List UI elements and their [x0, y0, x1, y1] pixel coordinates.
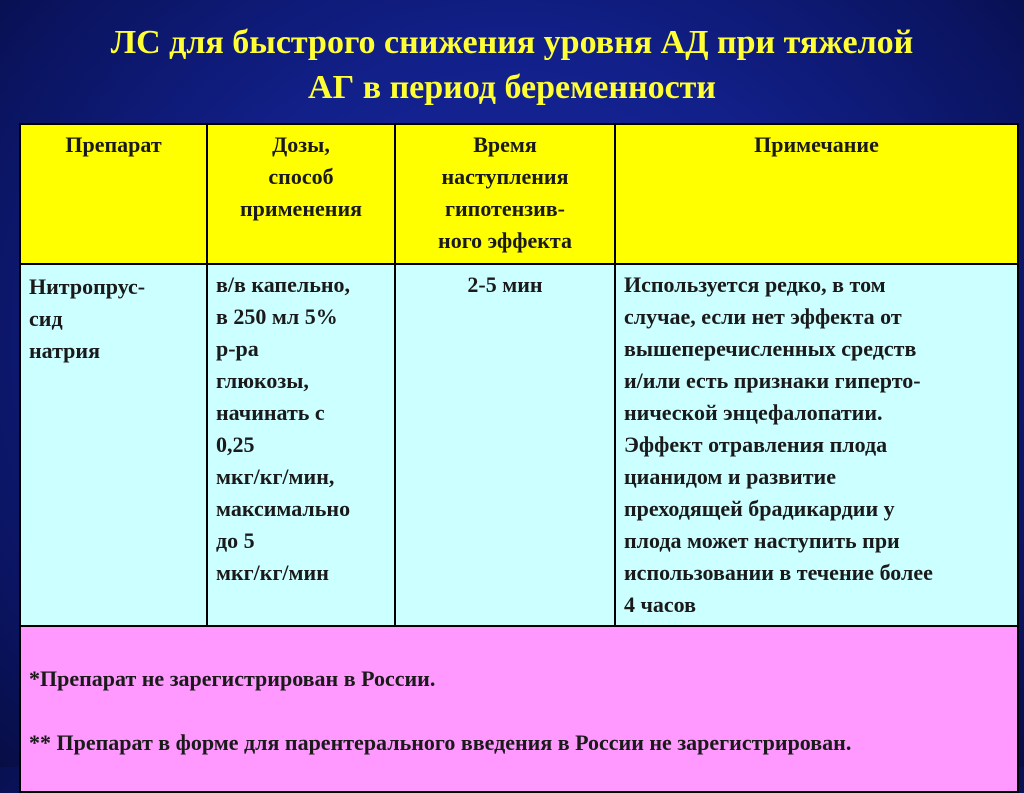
footnote-1: *Препарат не зарегистрирован в России.	[29, 666, 436, 691]
cell-dose: в/в капельно, в 250 мл 5% р-ра глюкозы, начинать с 0,25 мкг/кг/мин, максимально до 5 мкг/кг/мин	[207, 264, 395, 626]
cell-note: Используется редко, в том случае, если нет эффекта от вышеперечисленных средств и/или есть признаки гиперто- нической энцефалопатии. Эффект отравления плода цианидом и развитие преходящей брадикардии у плода может наступить при использовании в течение более 4 часов	[615, 264, 1018, 626]
footnote-2: ** Препарат в форме для парентерального введения в России не зарегистрирован.	[29, 730, 852, 755]
slide-title: ЛС для быстрого снижения уровня АД при тяжелой АГ в период беременности	[110, 24, 914, 106]
header-onset: Время наступления гипотензив- ного эффекта	[395, 124, 615, 264]
drug-table	[19, 123, 1019, 793]
table-row	[20, 264, 1018, 626]
header-dose: Дозы, способ применения	[207, 124, 395, 264]
cell-drug-name: Нитропрус- сид натрия	[20, 264, 207, 626]
cell-onset: 2-5 мин	[395, 264, 615, 626]
header-note: Примечание	[615, 124, 1018, 264]
footnote-cell	[20, 626, 1018, 792]
footnote-row	[20, 626, 1018, 792]
table-header-row	[20, 124, 1018, 264]
header-drug: Препарат	[20, 124, 207, 264]
